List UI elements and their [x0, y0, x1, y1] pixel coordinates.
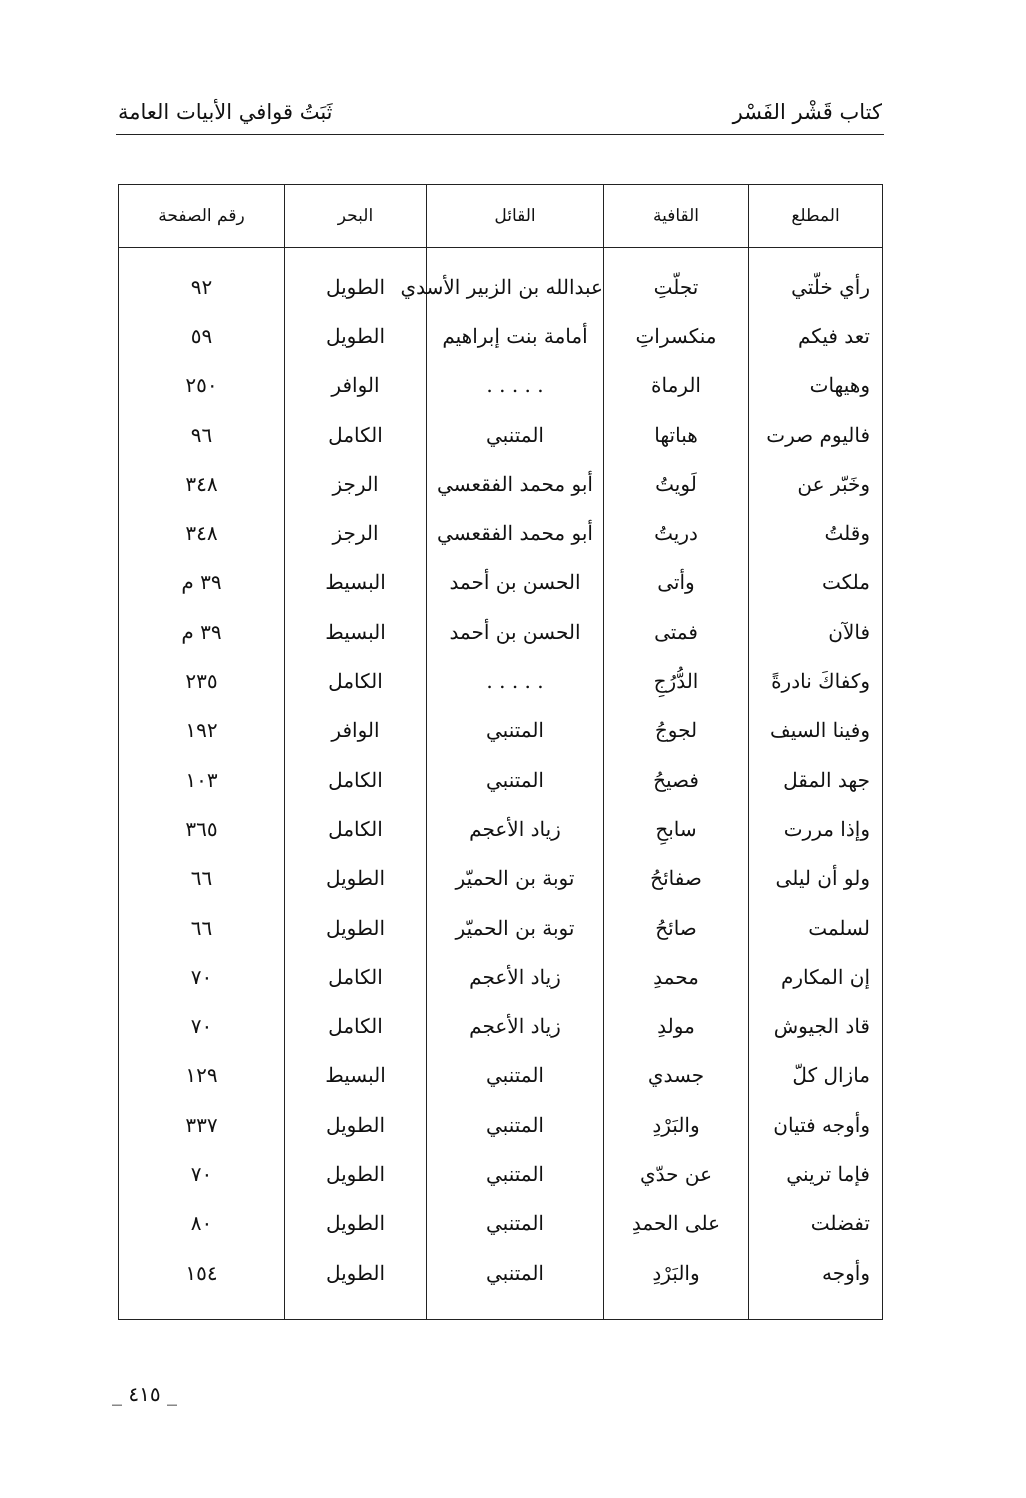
cell-matla: قاد الجيوش [749, 1001, 883, 1050]
table-row [119, 706, 883, 755]
cell-matla: فالآن [749, 607, 883, 656]
column-header-qafia: القافية [604, 185, 749, 248]
cell-qail: المتنبي [427, 410, 604, 459]
cell-qail: أبو محمد الفقعسي [427, 459, 604, 508]
cell-bahr: الطويل [285, 1100, 427, 1149]
cell-page: ٦٦ [119, 854, 285, 903]
cell-bahr: الكامل [285, 755, 427, 804]
cell-matla: وإذا مررت [749, 804, 883, 853]
cell-page: ٧٠ [119, 952, 285, 1001]
cell-qail: الحسن بن أحمد [427, 607, 604, 656]
spacer-cell [285, 1297, 427, 1320]
cell-bahr: الطويل [285, 1199, 427, 1248]
cell-qail: توبة بن الحميّر [427, 903, 604, 952]
cell-matla: إن المكارم [749, 952, 883, 1001]
cell-page: ٣٤٨ [119, 508, 285, 557]
cell-bahr: الطويل [285, 1248, 427, 1297]
column-header-qail: القائل [427, 185, 604, 248]
cell-bahr: الطويل [285, 903, 427, 952]
table-row [119, 1001, 883, 1050]
cell-matla: فإما تريني [749, 1149, 883, 1198]
table-row [119, 248, 883, 312]
cell-matla: وخَبّر عن [749, 459, 883, 508]
cell-qail: توبة بن الحميّر [427, 854, 604, 903]
cell-qail: الحسن بن أحمد [427, 558, 604, 607]
cell-qail: أبو محمد الفقعسي [427, 508, 604, 557]
cell-page: ٢٣٥ [119, 656, 285, 705]
cell-bahr: الكامل [285, 410, 427, 459]
cell-matla: وقلتُ [749, 508, 883, 557]
cell-qafia: منكسراتِ [604, 311, 749, 360]
column-header-matla: المطلع [749, 185, 883, 248]
cell-qafia: سابحِ [604, 804, 749, 853]
cell-bahr: الطويل [285, 1149, 427, 1198]
spacer-cell [604, 1297, 749, 1320]
table-row [119, 804, 883, 853]
cell-page: ٣٣٧ [119, 1100, 285, 1149]
header-rule [116, 134, 884, 135]
cell-page: ٣٦٥ [119, 804, 285, 853]
cell-bahr: البسيط [285, 558, 427, 607]
cell-page: ٩٢ [119, 248, 285, 312]
cell-qail: المتنبي [427, 706, 604, 755]
cell-qail: زياد الأعجم [427, 952, 604, 1001]
cell-page: ٣٩ م [119, 607, 285, 656]
cell-qafia: مولدِ [604, 1001, 749, 1050]
table-row [119, 361, 883, 410]
cell-bahr: الكامل [285, 952, 427, 1001]
cell-bahr: الوافر [285, 361, 427, 410]
cell-qail: زياد الأعجم [427, 1001, 604, 1050]
cell-qafia: محمدِ [604, 952, 749, 1001]
cell-page: ١٩٢ [119, 706, 285, 755]
cell-matla: فاليوم صرت [749, 410, 883, 459]
running-header [118, 92, 882, 132]
cell-qail: المتنبي [427, 1149, 604, 1198]
cell-bahr: الطويل [285, 311, 427, 360]
cell-matla: جهد المقل [749, 755, 883, 804]
cell-page: ١٥٤ [119, 1248, 285, 1297]
table-row [119, 656, 883, 705]
cell-page: ٣٤٨ [119, 459, 285, 508]
cell-qafia: والبَرْدِ [604, 1248, 749, 1297]
table-row [119, 952, 883, 1001]
cell-qafia: فمتى [604, 607, 749, 656]
cell-matla: وكفاكَ نادرةً [749, 656, 883, 705]
cell-page: ٧٠ [119, 1001, 285, 1050]
table-body [119, 248, 883, 1320]
cell-page: ٩٦ [119, 410, 285, 459]
rhyme-index-table [118, 184, 883, 1320]
table-row [119, 755, 883, 804]
spacer-cell [427, 1297, 604, 1320]
table-row [119, 1199, 883, 1248]
cell-bahr: الطويل [285, 854, 427, 903]
table-bottom-spacer [119, 1297, 883, 1320]
cell-qafia: صفائحُ [604, 854, 749, 903]
cell-qafia: الدُّرُجِ [604, 656, 749, 705]
table-row [119, 1248, 883, 1297]
cell-matla: ولو أن ليلى [749, 854, 883, 903]
cell-matla: رأي خلّتي [749, 248, 883, 312]
cell-bahr: البسيط [285, 1051, 427, 1100]
cell-qafia: دريتُ [604, 508, 749, 557]
table-row [119, 558, 883, 607]
cell-matla: تعد فيكم [749, 311, 883, 360]
cell-matla: وفينا السيف [749, 706, 883, 755]
cell-qafia: وأتى [604, 558, 749, 607]
cell-qail: المتنبي [427, 1199, 604, 1248]
column-header-page: رقم الصفحة [119, 185, 285, 248]
cell-qail: المتنبي [427, 755, 604, 804]
cell-qail: المتنبي [427, 1248, 604, 1297]
cell-qafia: لجوجُ [604, 706, 749, 755]
cell-bahr: البسيط [285, 607, 427, 656]
cell-bahr: الكامل [285, 804, 427, 853]
table-row [119, 1100, 883, 1149]
table-row [119, 459, 883, 508]
cell-matla: تفضلت [749, 1199, 883, 1248]
cell-qail: المتنبي [427, 1100, 604, 1149]
cell-qafia: عن حدّي [604, 1149, 749, 1198]
cell-qail: عبدالله بن الزبير الأسدي [427, 248, 604, 312]
section-title: ثَبَتُ قوافي الأبيات العامة [118, 100, 333, 124]
cell-bahr: الوافر [285, 706, 427, 755]
cell-qail: زياد الأعجم [427, 804, 604, 853]
table-row [119, 508, 883, 557]
cell-qafia: هباتها [604, 410, 749, 459]
cell-matla: وهيهات [749, 361, 883, 410]
cell-page: ٧٠ [119, 1149, 285, 1198]
book-title: كتاب قَشْر الفَسْر [732, 100, 882, 124]
cell-qafia: على الحمدِ [604, 1199, 749, 1248]
cell-matla: وأوجه فتيان [749, 1100, 883, 1149]
table-header-row [119, 185, 883, 248]
cell-page: ٢٥٠ [119, 361, 285, 410]
cell-bahr: الكامل [285, 1001, 427, 1050]
cell-qail: أمامة بنت إبراهيم [427, 311, 604, 360]
spacer-cell [749, 1297, 883, 1320]
cell-page: ٨٠ [119, 1199, 285, 1248]
cell-page: ١٠٣ [119, 755, 285, 804]
table-row [119, 607, 883, 656]
cell-qafia: الرماة [604, 361, 749, 410]
table-row [119, 854, 883, 903]
cell-page: ٥٩ [119, 311, 285, 360]
cell-qafia: فصيحُ [604, 755, 749, 804]
table-row [119, 1051, 883, 1100]
table-row [119, 903, 883, 952]
spacer-cell [119, 1297, 285, 1320]
table-row [119, 1149, 883, 1198]
cell-page: ٣٩ م [119, 558, 285, 607]
column-header-bahr: البحر [285, 185, 427, 248]
cell-matla: لسلمت [749, 903, 883, 952]
cell-matla: وأوجه [749, 1248, 883, 1297]
cell-page: ١٢٩ [119, 1051, 285, 1100]
cell-bahr: الطويل [285, 248, 427, 312]
cell-bahr: الكامل [285, 656, 427, 705]
cell-matla: ملكت [749, 558, 883, 607]
table-row [119, 410, 883, 459]
cell-qafia: والبَرْدِ [604, 1100, 749, 1149]
cell-page: ٦٦ [119, 903, 285, 952]
cell-qafia: جسدي [604, 1051, 749, 1100]
cell-bahr: الرجز [285, 508, 427, 557]
cell-qafia: صائحُ [604, 903, 749, 952]
cell-qafia: لَويتُ [604, 459, 749, 508]
page-number: _ ٤١٥ _ [112, 1382, 177, 1406]
cell-qafia: تجلّتِ [604, 248, 749, 312]
table-row [119, 311, 883, 360]
cell-qail: . . . . . [427, 656, 604, 705]
cell-bahr: الرجز [285, 459, 427, 508]
cell-matla: مازال كلّ [749, 1051, 883, 1100]
cell-qail: المتنبي [427, 1051, 604, 1100]
cell-qail: . . . . . [427, 361, 604, 410]
